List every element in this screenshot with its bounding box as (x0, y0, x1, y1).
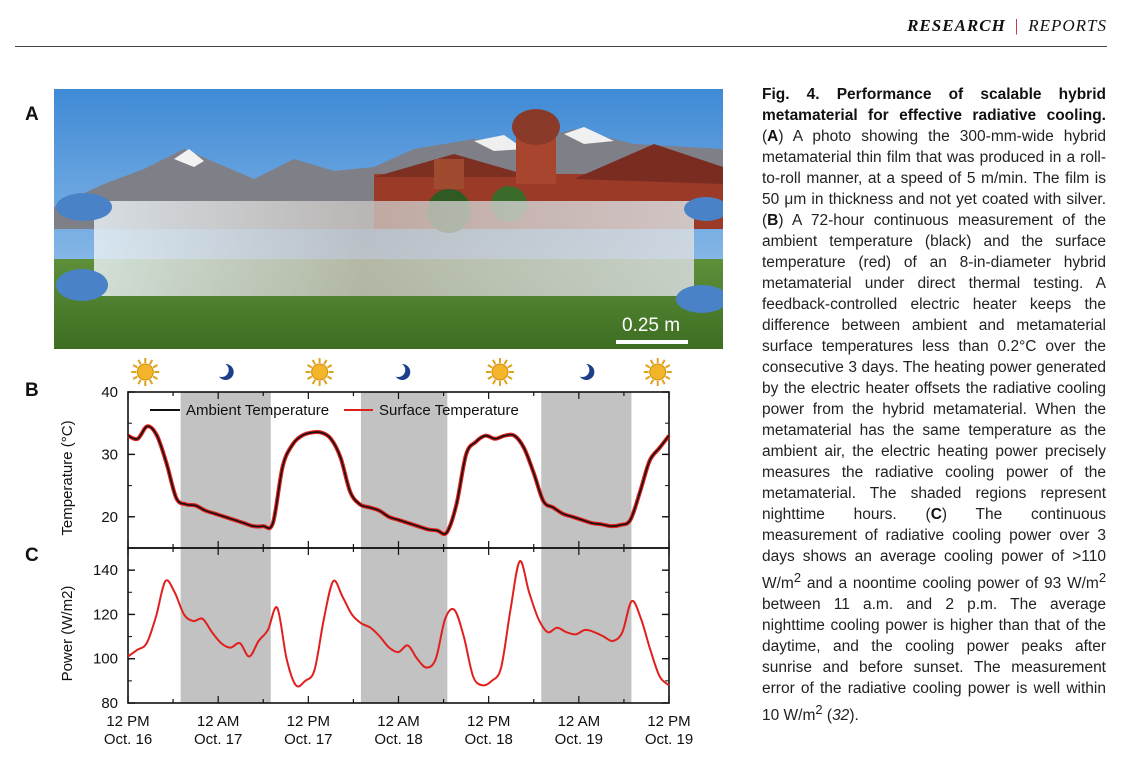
y-axis-label: Temperature (°C) (59, 420, 76, 536)
legend-label-surface: Surface Temperature (379, 402, 519, 419)
sun-ray (504, 380, 507, 384)
caption-sup: 2 (815, 702, 823, 718)
caption-text-a: ) A photo showing the 300-mm-wide hybrid metamaterial thin film that was produced in a roll-to-roll manner, at a speed of 5 m/min. The film is 50 μm in thickness and not yet coated with silver. ( (762, 128, 1106, 229)
sun-disc (312, 364, 328, 380)
shared-x-axis (104, 713, 693, 748)
sun-ray (324, 360, 327, 364)
sun-ray (666, 365, 670, 368)
sun-disc (492, 364, 508, 380)
moon-icon (215, 363, 234, 380)
moon-icon (391, 363, 410, 380)
sun-ray (307, 377, 311, 380)
y-tick-label: 40 (101, 384, 118, 401)
caption-text-c1: ) The continuous measurement of radiative cooling power over 3 days shows an average cooling power of >110 W/m (762, 506, 1106, 593)
sun-disc (137, 364, 153, 380)
sun-ray (313, 360, 316, 364)
sun-ray (153, 365, 157, 368)
sun-ray (651, 360, 654, 364)
sun-icon (306, 358, 334, 386)
sun-ray (138, 360, 141, 364)
x-tick-label: 12 PM (286, 713, 331, 730)
caption-text: ( (762, 128, 768, 145)
sun-ray (327, 365, 331, 368)
sun-ray (493, 360, 496, 364)
y-tick-label: 80 (101, 695, 118, 712)
sun-ray (651, 380, 654, 384)
figure-caption (762, 84, 1106, 726)
sun-ray (133, 365, 137, 368)
journal-header (907, 16, 1107, 36)
header-separator: | (1014, 16, 1020, 35)
sun-ray (646, 365, 650, 368)
panel-label-a: A (25, 104, 39, 125)
moon-icon (575, 363, 594, 380)
caption-text-b: ) A 72-hour continuous measurement of the ambient temperature (black) and the surface temperature (red) of an 8-in-diameter hybrid metamaterial under direct thermal testing. A feedback-controlled electric heater keeps the difference between ambient and metamaterial surface temperatures less than 0.2°C over the consecutive 3 days. The heating power generated by the electric heater offsets the radiative cooling power from the hybrid metamaterial. When the metamaterial has the same temperature as the ambient air, the electric heating power precisely measures the radiative cooling power of the metamaterial. The shaded regions represent nighttime hours. ( (762, 212, 1106, 523)
x-tick-date-label: Oct. 19 (644, 731, 694, 748)
legend-label-ambient: Ambient Temperature (186, 402, 330, 419)
caption-letter-c: C (930, 506, 942, 523)
sun-ray (313, 380, 316, 384)
x-tick-label: 12 PM (466, 713, 511, 730)
x-tick-date-label: Oct. 17 (284, 731, 333, 748)
caption-letter-b: B (767, 212, 779, 229)
scale-bar-label: 0.25 m (622, 315, 681, 336)
y-tick-label: 140 (92, 562, 118, 580)
x-tick-date-label: Oct. 18 (464, 731, 513, 748)
sun-icon (486, 358, 514, 386)
y-tick-label: 20 (101, 508, 118, 526)
sun-icon (131, 358, 159, 386)
sun-ray (133, 377, 137, 380)
category-name: REPORTS (1028, 16, 1107, 35)
y-tick-label: 100 (92, 650, 118, 668)
panel-label-c: C (25, 545, 39, 566)
sun-ray (662, 360, 665, 364)
x-tick-label: 12 AM (557, 713, 601, 730)
x-tick-label: 12 AM (196, 713, 240, 730)
caption-text-c2: and a noontime cooling power of 93 W/m (801, 575, 1099, 593)
x-tick-date-label: Oct. 17 (193, 731, 243, 748)
moon-cut (215, 363, 229, 377)
sun-ray (150, 360, 153, 364)
sun-ray (508, 365, 512, 368)
x-tick-date-label: Oct. 18 (374, 731, 423, 748)
sun-ray (646, 377, 650, 380)
sun-ray (508, 377, 512, 380)
y-tick-label: 120 (92, 606, 118, 624)
y-axis-label: Power (W/m2) (59, 585, 76, 682)
sun-ray (666, 377, 670, 380)
caption-text-c5: ). (849, 707, 859, 725)
sun-ray (327, 377, 331, 380)
sun-ray (150, 380, 153, 384)
x-tick-label: 12 AM (377, 713, 420, 730)
x-tick-label: 12 PM (106, 713, 150, 730)
caption-text-c4: ( (822, 707, 833, 725)
sun-ray (153, 377, 157, 380)
sun-ray (504, 360, 507, 364)
caption-text-c3: between 11 a.m. and 2 p.m. The average nighttime cooling power is higher than that of the daytime, and the cooling power peaks after sunrise and before sunset. The measurement error of the radiative cooling power is well within 10 W/m (762, 596, 1106, 725)
sun-ray (324, 380, 327, 384)
caption-sup: 2 (793, 570, 802, 585)
moon-cut (391, 363, 405, 377)
caption-title: Fig. 4. Performance of scalable hybrid metamaterial for effective radiative cooling. (762, 86, 1106, 124)
sun-ray (493, 380, 496, 384)
temperature-legend (150, 402, 519, 419)
x-tick-label: 12 PM (647, 713, 691, 730)
sun-ray (307, 365, 311, 368)
sun-ray (138, 380, 141, 384)
caption-reference: 32 (832, 707, 850, 725)
sun-ray (488, 365, 492, 368)
sun-ray (488, 377, 492, 380)
caption-letter-a: A (767, 128, 779, 145)
y-tick-label: 30 (101, 446, 118, 464)
x-tick-date-label: Oct. 19 (554, 731, 604, 748)
sun-ray (662, 380, 665, 384)
moon-cut (575, 363, 589, 377)
section-name: RESEARCH (907, 16, 1006, 35)
x-tick-date-label: Oct. 16 (103, 731, 153, 748)
panel-label-b: B (25, 380, 39, 401)
sun-disc (650, 364, 666, 380)
caption-sup: 2 (1098, 570, 1106, 585)
sun-icon (644, 358, 672, 386)
day-night-icons (131, 358, 671, 386)
